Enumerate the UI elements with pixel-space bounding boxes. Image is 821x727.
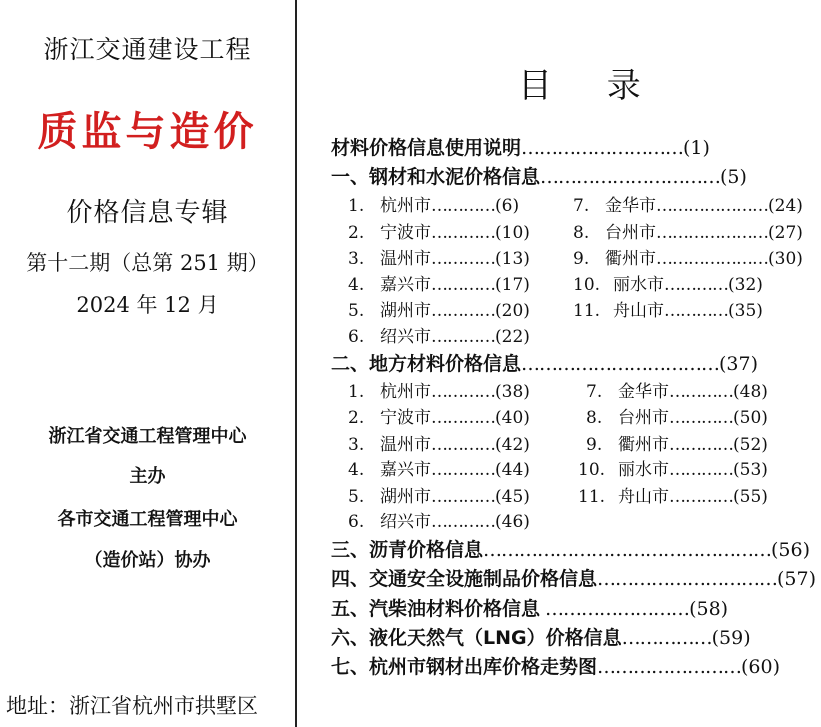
item-dots: …………: [669, 460, 733, 480]
org-title: 浙江交通建设工程: [43, 35, 252, 64]
toc-section-2[interactable]: [331, 349, 758, 376]
item-dots: …………: [431, 408, 495, 428]
item-city: 杭州市: [380, 382, 431, 402]
toc-city-item[interactable]: [348, 270, 530, 295]
item-city: 舟山市: [618, 487, 669, 507]
item-city: 金华市: [605, 196, 656, 216]
toc-dots: …………………………………………: [483, 539, 772, 561]
item-num: 11.: [578, 487, 606, 507]
item-city: 湖州市: [380, 487, 431, 507]
item-num: 9.: [586, 435, 603, 455]
item-city: 温州市: [380, 249, 431, 269]
toc-label: 三、沥青价格信息: [331, 539, 484, 561]
toc-intro[interactable]: [331, 133, 710, 160]
cover-panel: [0, 0, 295, 727]
issue-date: 2024 年 12 月: [76, 293, 219, 317]
address: 地址：浙江省杭州市拱墅区: [6, 694, 258, 718]
item-num: 8.: [573, 223, 590, 243]
item-city: 湖州市: [380, 301, 431, 321]
item-city: 台州市: [605, 223, 656, 243]
item-dots: …………………: [656, 196, 768, 216]
toc-city-item[interactable]: [586, 403, 768, 428]
item-page: (20): [495, 301, 530, 321]
toc-label: 七、杭州市钢材出库价格走势图: [331, 656, 598, 678]
toc-city-item[interactable]: [586, 430, 768, 455]
toc-label: 材料价格信息使用说明: [331, 137, 522, 159]
item-dots: …………: [664, 301, 728, 321]
toc-city-item[interactable]: [573, 296, 763, 321]
item-num: 1.: [348, 382, 365, 402]
toc-page: (58): [689, 598, 729, 620]
toc-city-item[interactable]: [348, 482, 530, 507]
toc-label: 一、钢材和水泥价格信息: [331, 166, 541, 188]
item-page: (42): [495, 435, 530, 455]
toc-label: 四、交通安全设施制品价格信息: [331, 568, 598, 590]
item-page: (52): [733, 435, 768, 455]
item-dots: …………: [431, 487, 495, 507]
toc-city-item[interactable]: [348, 507, 530, 532]
item-num: 8.: [586, 408, 603, 428]
co-role: （造价站）协办: [84, 550, 211, 571]
toc-label: 六、液化天然气（LNG）价格信息: [331, 627, 622, 649]
item-page: (17): [495, 275, 530, 295]
item-num: 9.: [573, 249, 590, 269]
toc-city-item[interactable]: [573, 244, 803, 269]
toc-dots: ……………………: [597, 656, 742, 678]
co-org: 各市交通工程管理中心: [57, 509, 238, 530]
toc-section-5[interactable]: [331, 594, 728, 621]
item-page: (38): [495, 382, 530, 402]
item-city: 杭州市: [380, 196, 431, 216]
toc-dots: …………………………: [540, 166, 721, 188]
item-num: 3.: [348, 435, 365, 455]
item-dots: …………………: [656, 249, 768, 269]
item-city: 台州市: [618, 408, 669, 428]
vertical-divider: [295, 0, 297, 727]
toc-city-item[interactable]: [573, 270, 763, 295]
item-dots: …………: [669, 487, 733, 507]
item-page: (48): [733, 382, 768, 402]
item-page: (35): [728, 301, 763, 321]
item-city: 衢州市: [605, 249, 656, 269]
sponsor-org: 浙江省交通工程管理中心: [48, 426, 247, 447]
toc-label: 二、地方材料价格信息: [331, 353, 522, 375]
toc-page: (60): [741, 656, 781, 678]
toc-page: (56): [771, 539, 811, 561]
item-num: 1.: [348, 196, 365, 216]
item-num: 7.: [573, 196, 590, 216]
item-dots: …………: [431, 435, 495, 455]
item-city: 宁波市: [380, 408, 431, 428]
item-page: (6): [495, 196, 520, 216]
item-city: 绍兴市: [380, 512, 431, 532]
toc-city-item[interactable]: [578, 455, 768, 480]
item-page: (53): [733, 460, 768, 480]
toc-section-6[interactable]: [331, 623, 751, 650]
item-num: 4.: [348, 275, 365, 295]
toc-label: 五、汽柴油材料价格信息: [331, 598, 541, 620]
item-page: (55): [733, 487, 768, 507]
item-page: (45): [495, 487, 530, 507]
issue-type: 价格信息专辑: [66, 198, 229, 228]
item-city: 嘉兴市: [380, 275, 431, 295]
item-city: 嘉兴市: [380, 460, 431, 480]
item-page: (13): [495, 249, 530, 269]
toc-city-item[interactable]: [348, 455, 530, 480]
toc-city-item[interactable]: [348, 296, 530, 321]
item-page: (50): [733, 408, 768, 428]
item-dots: …………: [431, 327, 495, 347]
toc-section-3[interactable]: [331, 535, 810, 562]
sponsor-role: 主办: [129, 466, 166, 487]
item-num: 2.: [348, 408, 365, 428]
toc-city-item[interactable]: [348, 377, 530, 402]
item-page: (32): [728, 275, 763, 295]
item-num: 11.: [573, 301, 601, 321]
item-city: 丽水市: [618, 460, 669, 480]
item-city: 绍兴市: [380, 327, 431, 347]
item-page: (30): [768, 249, 803, 269]
item-dots: …………: [431, 196, 495, 216]
toc-city-item[interactable]: [578, 482, 768, 507]
item-city: 丽水市: [613, 275, 664, 295]
toc-page: (59): [711, 627, 751, 649]
toc-city-item[interactable]: [573, 218, 803, 243]
item-city: 宁波市: [380, 223, 431, 243]
item-num: 6.: [348, 512, 365, 532]
item-num: 4.: [348, 460, 365, 480]
item-num: 6.: [348, 327, 365, 347]
item-page: (46): [495, 512, 530, 532]
item-dots: …………………: [656, 223, 768, 243]
item-dots: …………: [431, 301, 495, 321]
item-city: 金华市: [618, 382, 669, 402]
item-num: 5.: [348, 301, 365, 321]
item-dots: …………: [431, 223, 495, 243]
item-dots: …………: [431, 275, 495, 295]
item-city: 衢州市: [618, 435, 669, 455]
item-num: 3.: [348, 249, 365, 269]
toc-city-item[interactable]: [348, 218, 530, 243]
item-num: 5.: [348, 487, 365, 507]
toc-section-7[interactable]: [331, 652, 780, 679]
toc-city-item[interactable]: [348, 430, 530, 455]
item-city: 舟山市: [613, 301, 664, 321]
item-page: (40): [495, 408, 530, 428]
toc-page: (57): [777, 568, 817, 590]
toc-city-item[interactable]: [348, 322, 530, 347]
item-page: (22): [495, 327, 530, 347]
toc-city-item[interactable]: [348, 403, 530, 428]
toc-page: (5): [720, 166, 747, 188]
toc-city-item[interactable]: [348, 191, 519, 216]
item-dots: …………: [431, 249, 495, 269]
toc-section-4[interactable]: [331, 564, 816, 591]
item-num: 10.: [573, 275, 601, 295]
toc-dots: ……………………………: [521, 353, 720, 375]
item-dots: …………: [669, 408, 733, 428]
item-dots: …………: [664, 275, 728, 295]
toc-city-item[interactable]: [348, 244, 530, 269]
item-num: 2.: [348, 223, 365, 243]
issue-number: 第十二期（总第 251 期）: [26, 251, 269, 275]
magazine-title: 质监与造价: [37, 108, 258, 155]
toc-section-1[interactable]: [331, 162, 747, 189]
toc-page: (1): [683, 137, 710, 159]
item-num: 10.: [578, 460, 606, 480]
item-page: (10): [495, 223, 530, 243]
item-page: (27): [768, 223, 803, 243]
toc-dots: ………………………: [521, 137, 684, 159]
item-dots: …………: [669, 435, 733, 455]
item-page: (24): [768, 196, 803, 216]
item-num: 7.: [586, 382, 603, 402]
item-dots: …………: [431, 512, 495, 532]
toc-page: (37): [719, 353, 759, 375]
toc-dots: …………………………: [597, 568, 778, 590]
toc-city-item[interactable]: [586, 377, 768, 402]
toc-title: 目 录: [518, 66, 663, 106]
item-dots: …………: [431, 382, 495, 402]
toc-panel: [298, 0, 821, 727]
item-dots: …………: [431, 460, 495, 480]
item-dots: …………: [669, 382, 733, 402]
toc-city-item[interactable]: [573, 191, 803, 216]
item-city: 温州市: [380, 435, 431, 455]
toc-dots: ……………………: [540, 598, 690, 620]
item-page: (44): [495, 460, 530, 480]
toc-dots: ……………: [621, 627, 712, 649]
